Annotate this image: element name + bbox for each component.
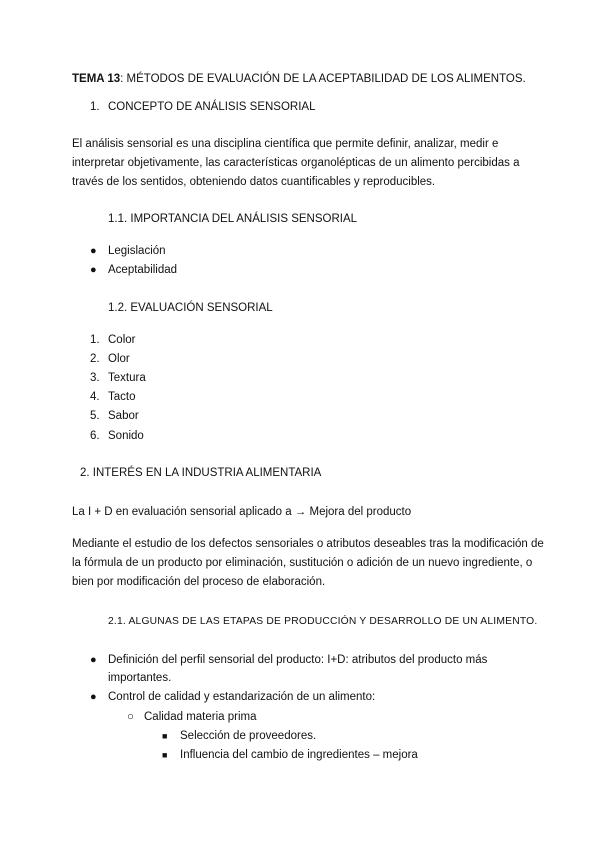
bullet-icon: ● [90, 264, 97, 276]
bullet-icon: ● [90, 245, 97, 257]
title-text: : MÉTODOS DE EVALUACIÓN DE LA ACEPTABILIDAD DE LOS ALIMENTOS. [120, 73, 526, 85]
section-2-paragraph-line: Mediante el estudio de los defectos sensoriales o atributos deseables tras la modificación de [72, 538, 544, 550]
bullet-icon: ● [90, 691, 97, 703]
section-1-paragraph-line: El análisis sensorial es una disciplina científica que permite definir, analizar, medir e [72, 138, 499, 150]
list-item: Sabor [108, 410, 139, 422]
list-item: Tacto [108, 391, 136, 403]
section-2-paragraph-line: la fórmula de un producto por eliminación, sustitución o adición de un nuevo ingrediente, o [72, 557, 533, 569]
section-1-paragraph-line: interpretar objetivamente, las características organolépticas de un alimento percibidas a [72, 157, 520, 169]
list-item: Color [108, 334, 136, 346]
list-item: Sonido [108, 430, 144, 442]
bullet-icon: ● [90, 654, 97, 666]
list-item: Olor [108, 353, 130, 365]
list-item: Textura [108, 372, 146, 384]
list-number: 4. [90, 391, 100, 403]
list-item-continuation: importantes. [108, 672, 172, 684]
circle-bullet-icon: ○ [127, 711, 134, 723]
list-number: 3. [90, 372, 100, 384]
section-1-1-heading: 1.1. IMPORTANCIA DEL ANÁLISIS SENSORIAL [108, 213, 358, 225]
title-prefix: TEMA 13 [72, 73, 121, 85]
list-item: Legislación [108, 245, 166, 257]
section-2-heading: 2. INTERÉS EN LA INDUSTRIA ALIMENTARIA [80, 467, 322, 479]
list-number: 5. [90, 410, 100, 422]
list-item: Control de calidad y estandarización de un alimento: [108, 691, 376, 703]
list-number: 1. [90, 334, 100, 346]
list-number: 2. [90, 353, 100, 365]
list-item: Definición del perfil sensorial del producto: I+D: atributos del producto más [108, 654, 488, 666]
section-1-heading: CONCEPTO DE ANÁLISIS SENSORIAL [108, 101, 316, 113]
section-2-paragraph-line: bien por modificación del proceso de elaboración. [72, 576, 326, 588]
sub-sub-list-item: Influencia del cambio de ingredientes – mejora [180, 749, 418, 761]
sub-sub-list-item: Selección de proveedores. [180, 730, 317, 742]
section-1-number: 1. [90, 101, 100, 113]
square-bullet-icon: ■ [162, 731, 168, 741]
section-1-paragraph-line: través de los sentidos, obteniendo datos cuantificables y reproducibles. [72, 176, 436, 188]
list-item: Aceptabilidad [108, 264, 178, 276]
section-1-2-heading: 1.2. EVALUACIÓN SENSORIAL [108, 302, 273, 314]
list-number: 6. [90, 430, 100, 442]
section-2-1-heading: 2.1. ALGUNAS DE LAS ETAPAS DE PRODUCCIÓN Y DESARROLLO DE UN ALIMENTO. [108, 616, 538, 627]
sub-list-item: Calidad materia prima [144, 711, 257, 723]
section-2-line: La I + D en evaluación sensorial aplicado a → Mejora del producto [72, 506, 412, 518]
square-bullet-icon: ■ [162, 750, 168, 760]
document-title [72, 72, 526, 87]
